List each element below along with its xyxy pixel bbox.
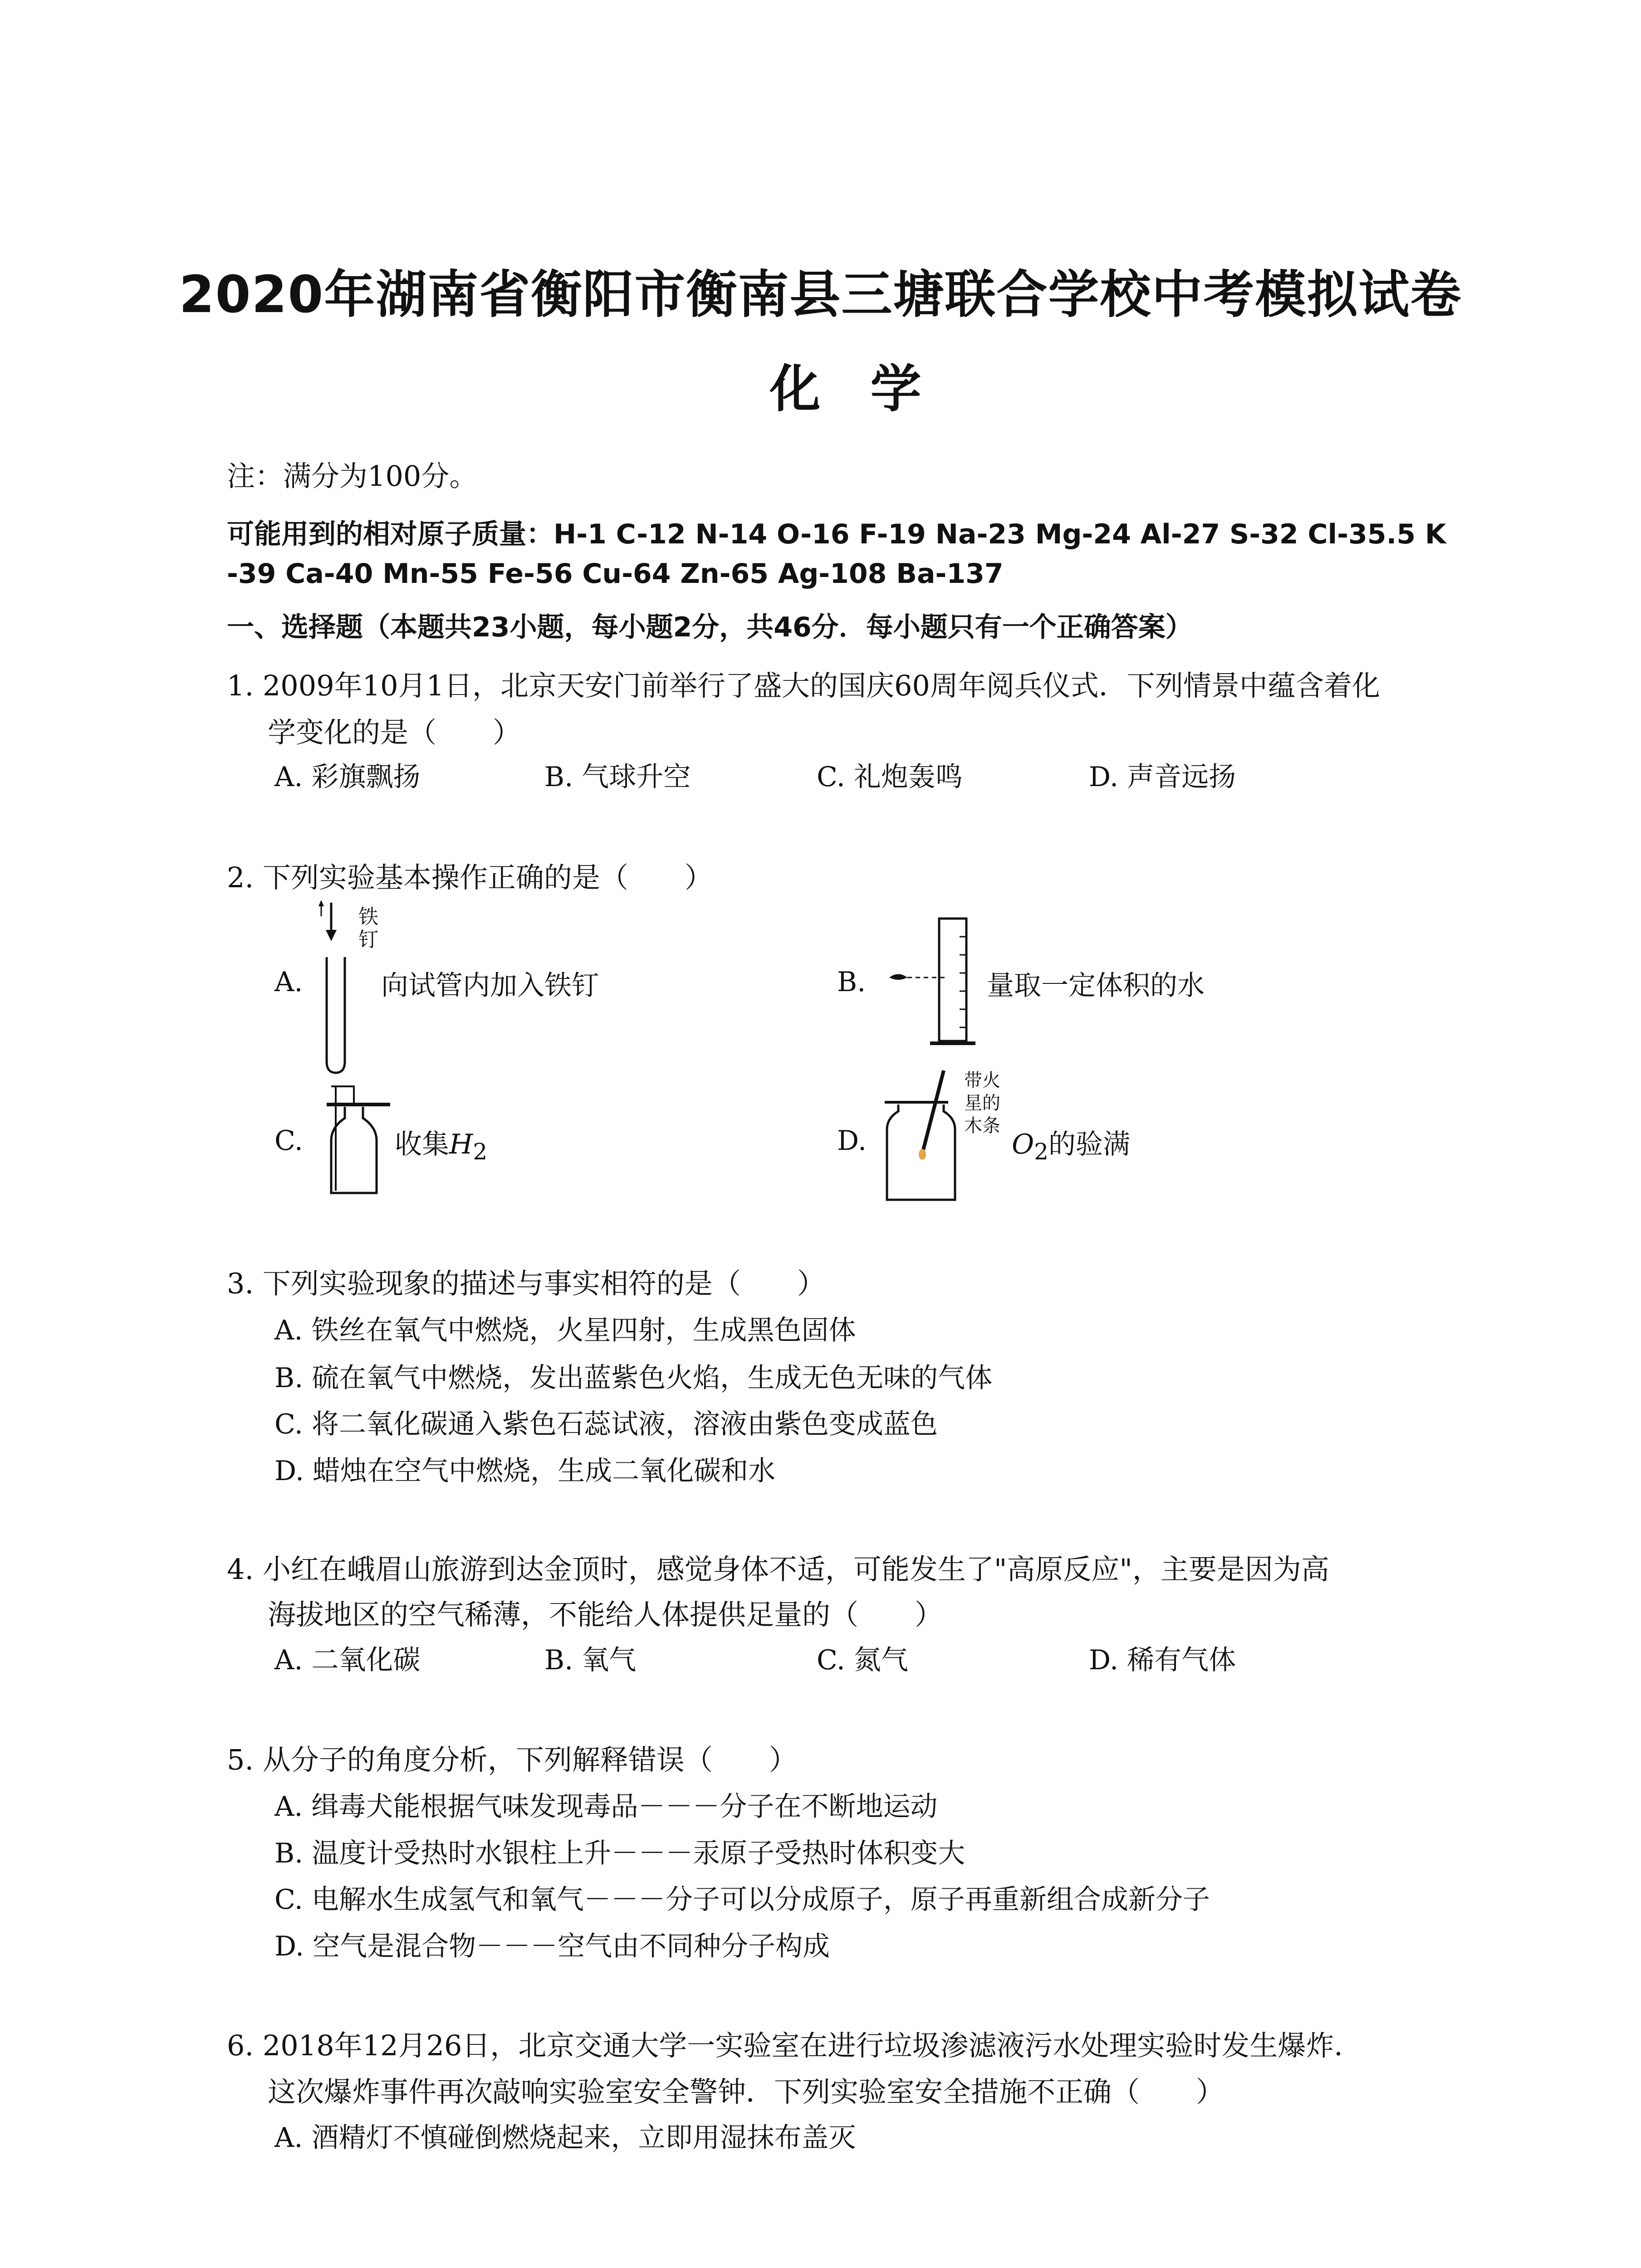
question-4-option-b: B. 氧气: [544, 1644, 637, 1676]
question-4-stem: 4. 小红在峨眉山旅游到达金顶时，感觉身体不适，可能发生了"高原反应"，主要是因为高: [227, 1553, 1329, 1586]
question-3-option-b: B. 硫在氧气中燃烧，发出蓝紫色火焰，生成无色无味的气体: [274, 1362, 993, 1394]
question-2-option-d-letter: D.: [837, 1125, 867, 1157]
question-2-option-a-letter: A.: [274, 966, 303, 998]
subject-title: 化学: [769, 360, 971, 419]
section-title: 一、选择题（本题共23小题，每小题2分，共46分．每小题只有一个正确答案）: [227, 611, 1193, 643]
score-note: 注：满分为100分。: [227, 459, 478, 493]
question-3-stem: 3. 下列实验现象的描述与事实相符的是（ ）: [227, 1267, 825, 1300]
question-6-stem: 6. 2018年12月26日，北京交通大学一实验室在进行垃圾渗滤液污水处理实验时发生爆炸．: [227, 2029, 1362, 2062]
question-1-option-d: D. 声音远扬: [1089, 761, 1236, 793]
question-3-option-d: D. 蜡烛在空气中燃烧，生成二氧化碳和水: [274, 1455, 776, 1487]
question-4-option-d: D. 稀有气体: [1089, 1644, 1236, 1676]
question-2-option-c-letter: C.: [274, 1125, 303, 1157]
question-2-option-b-letter: B.: [837, 966, 866, 998]
question-6-option-a: A. 酒精灯不慎碰倒燃烧起来，立即用湿抹布盖灭: [274, 2122, 856, 2154]
question-5-option-d: D. 空气是混合物－－－空气由不同种分子构成: [274, 1931, 830, 1962]
question-1-option-b: B. 气球升空: [544, 761, 691, 793]
splint-label-2: 星的: [964, 1093, 1000, 1114]
splint-label-1: 带火: [964, 1070, 1000, 1091]
question-5-stem: 5. 从分子的角度分析，下列解释错误（ ）: [227, 1743, 797, 1776]
question-4-option-c: C. 氮气: [817, 1644, 908, 1676]
question-1-option-a: A. 彩旗飘扬: [274, 761, 421, 793]
question-2-option-b-text: 量取一定体积的水: [987, 970, 1205, 1002]
question-2-option-d-text: [1012, 1123, 1130, 1165]
h2-formula: H: [449, 1129, 473, 1160]
o2-subscript: 2: [1034, 1139, 1049, 1165]
nail-label-2: 钉: [358, 928, 378, 951]
exam-title: 2020年湖南省衡阳市衡南县三塘联合学校中考模拟试卷: [179, 265, 1462, 324]
gas-bottle-figure: [318, 1077, 399, 1200]
question-3-option-a: A. 铁丝在氧气中燃烧，火星四射，生成黑色固体: [274, 1315, 856, 1346]
question-1-stem: 1. 2009年10月1日，北京天安门前举行了盛大的国庆60周年阅兵仪式．下列情景中蕴含着化: [227, 669, 1380, 702]
question-2-stem: 2. 下列实验基本操作正确的是（ ）: [227, 861, 713, 894]
splint-label-3: 木条: [964, 1115, 1000, 1136]
question-1-option-c: C. 礼炮轰鸣: [817, 761, 963, 793]
o2-formula: O: [1012, 1129, 1034, 1160]
collect-label: 收集: [395, 1129, 449, 1160]
h2-subscript: 2: [473, 1139, 488, 1165]
question-6-stem-cont: 这次爆炸事件再次敲响实验室安全警钟．下列实验室安全措施不正确（ ）: [268, 2075, 1225, 2108]
question-3-option-c: C. 将二氧化碳通入紫色石蕊试液，溶液由紫色变成蓝色: [274, 1408, 938, 1440]
atomic-masses-line-2: -39 Ca-40 Mn-55 Fe-56 Cu-64 Zn-65 Ag-108 Ba-137: [227, 558, 1004, 590]
question-2-option-a-text: 向试管内加入铁钉: [381, 970, 599, 1002]
question-2-option-c-text: [395, 1123, 487, 1165]
question-5-option-a: A. 缉毒犬能根据气味发现毒品－－－分子在不断地运动: [274, 1791, 938, 1823]
question-4-stem-cont: 海拔地区的空气稀薄，不能给人体提供足量的（ ）: [268, 1598, 943, 1631]
question-5-option-c: C. 电解水生成氢气和氧气－－－分子可以分成原子，原子再重新组合成新分子: [274, 1884, 1210, 1916]
question-5-option-b: B. 温度计受热时水银柱上升－－－汞原子受热时体积变大: [274, 1838, 965, 1869]
graduated-cylinder-figure: [880, 914, 985, 1050]
verify-label: 的验满: [1048, 1129, 1131, 1160]
nail-label-1: 铁: [358, 905, 378, 929]
atomic-masses-line-1: 可能用到的相对原子质量：H-1 C-12 N-14 O-16 F-19 Na-23 Mg-24 Al-27 S-32 Cl-35.5 K: [227, 518, 1446, 550]
question-4-option-a: A. 二氧化碳: [274, 1644, 421, 1676]
question-1-stem-cont: 学变化的是（ ）: [268, 716, 521, 749]
